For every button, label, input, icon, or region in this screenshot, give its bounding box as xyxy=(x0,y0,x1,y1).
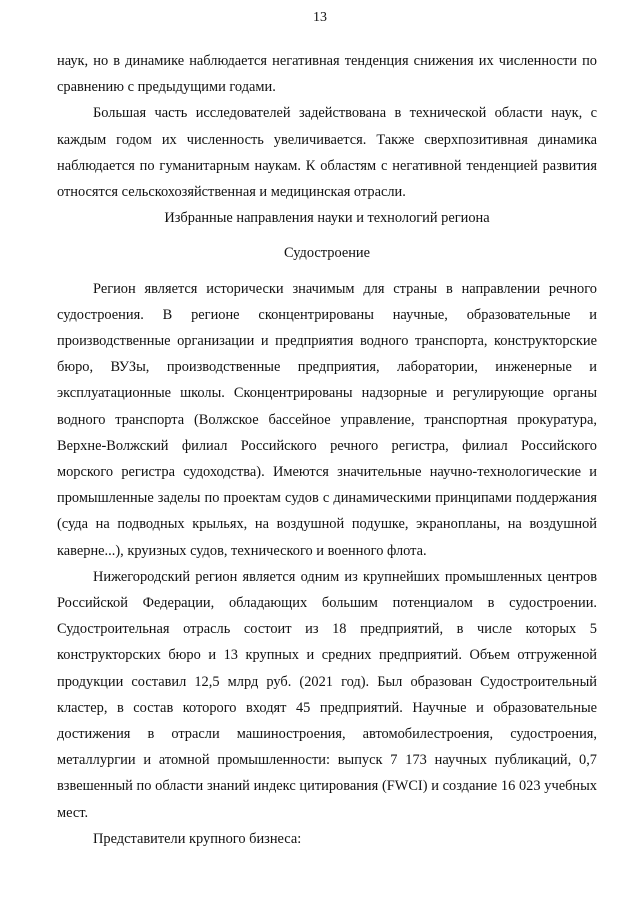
paragraph-researchers: Большая часть исследователей задействована в технической области наук, с каждым годом их численность увеличивается. Также сверхпозитивная динамика наблюдается по гуманитарным наукам. К областям с негативной тенденцией развития относятся сельскохозяйственная и медицинская отрасли. xyxy=(57,105,597,201)
paragraph-continuation: наук, но в динамике наблюдается негативная тенденция снижения их численности по сравнению с предыдущими годами. xyxy=(57,53,597,96)
subsection-heading: Судостроение xyxy=(284,245,370,262)
paragraph-nizhny-novgorod: Нижегородский регион является одним из крупнейших промышленных центров Российской Федерации, обладающих большим потенциалом в судостроении. Судостроительная отрасль состоит из 18 предприятий, в числе которых 5 конструкторских бюро и 13 крупных и средних предприятий. Объем отгруженной продукции составил 12,5 млрд руб. (2021 год). Был образован Судостроительный кластер, в состав которого входят 45 предприятий. Научные и образовательные достижения в отрасли машиностроения, автомобилестроения, судостроения, металлургии и атомной промышленности: выпуск 7 173 научных публикаций, 0,7 взвешенный по области знаний индекс цитирования (FWCI) и создание 16 023 учебных мест. xyxy=(57,568,597,821)
section-heading: Избранные направления науки и технологий региона xyxy=(164,210,490,227)
page-number: 13 xyxy=(313,10,327,25)
paragraph-big-business: Представители крупного бизнеса: xyxy=(93,830,302,847)
paragraph-shipbuilding-region: Регион является исторически значимым для страны в направлении речного судостроения. В регионе сконцентрированы научные, образовательные и производственные организации и предприятия водного транспорта, конструкторские бюро, ВУЗы, производственные предприятия, лаборатории, инженерные и эксплуатационные школы. Сконцентрированы надзорные и регулирующие органы водного транспорта (Волжское бассейное управление, транспортная прокуратура, Верхне-Волжский филиал Российского речного регистра, филиал Российского морского регистра судоходства). Имеются значительные научно-технологические и промышленные заделы по проектам судов с динамическими принципами поддержания (суда на подводных крыльях, на воздушной подушке, экранопланы, на воздушной каверне...), круизных судов, технического и военного флота. xyxy=(57,280,597,559)
page-body xyxy=(57,48,597,852)
